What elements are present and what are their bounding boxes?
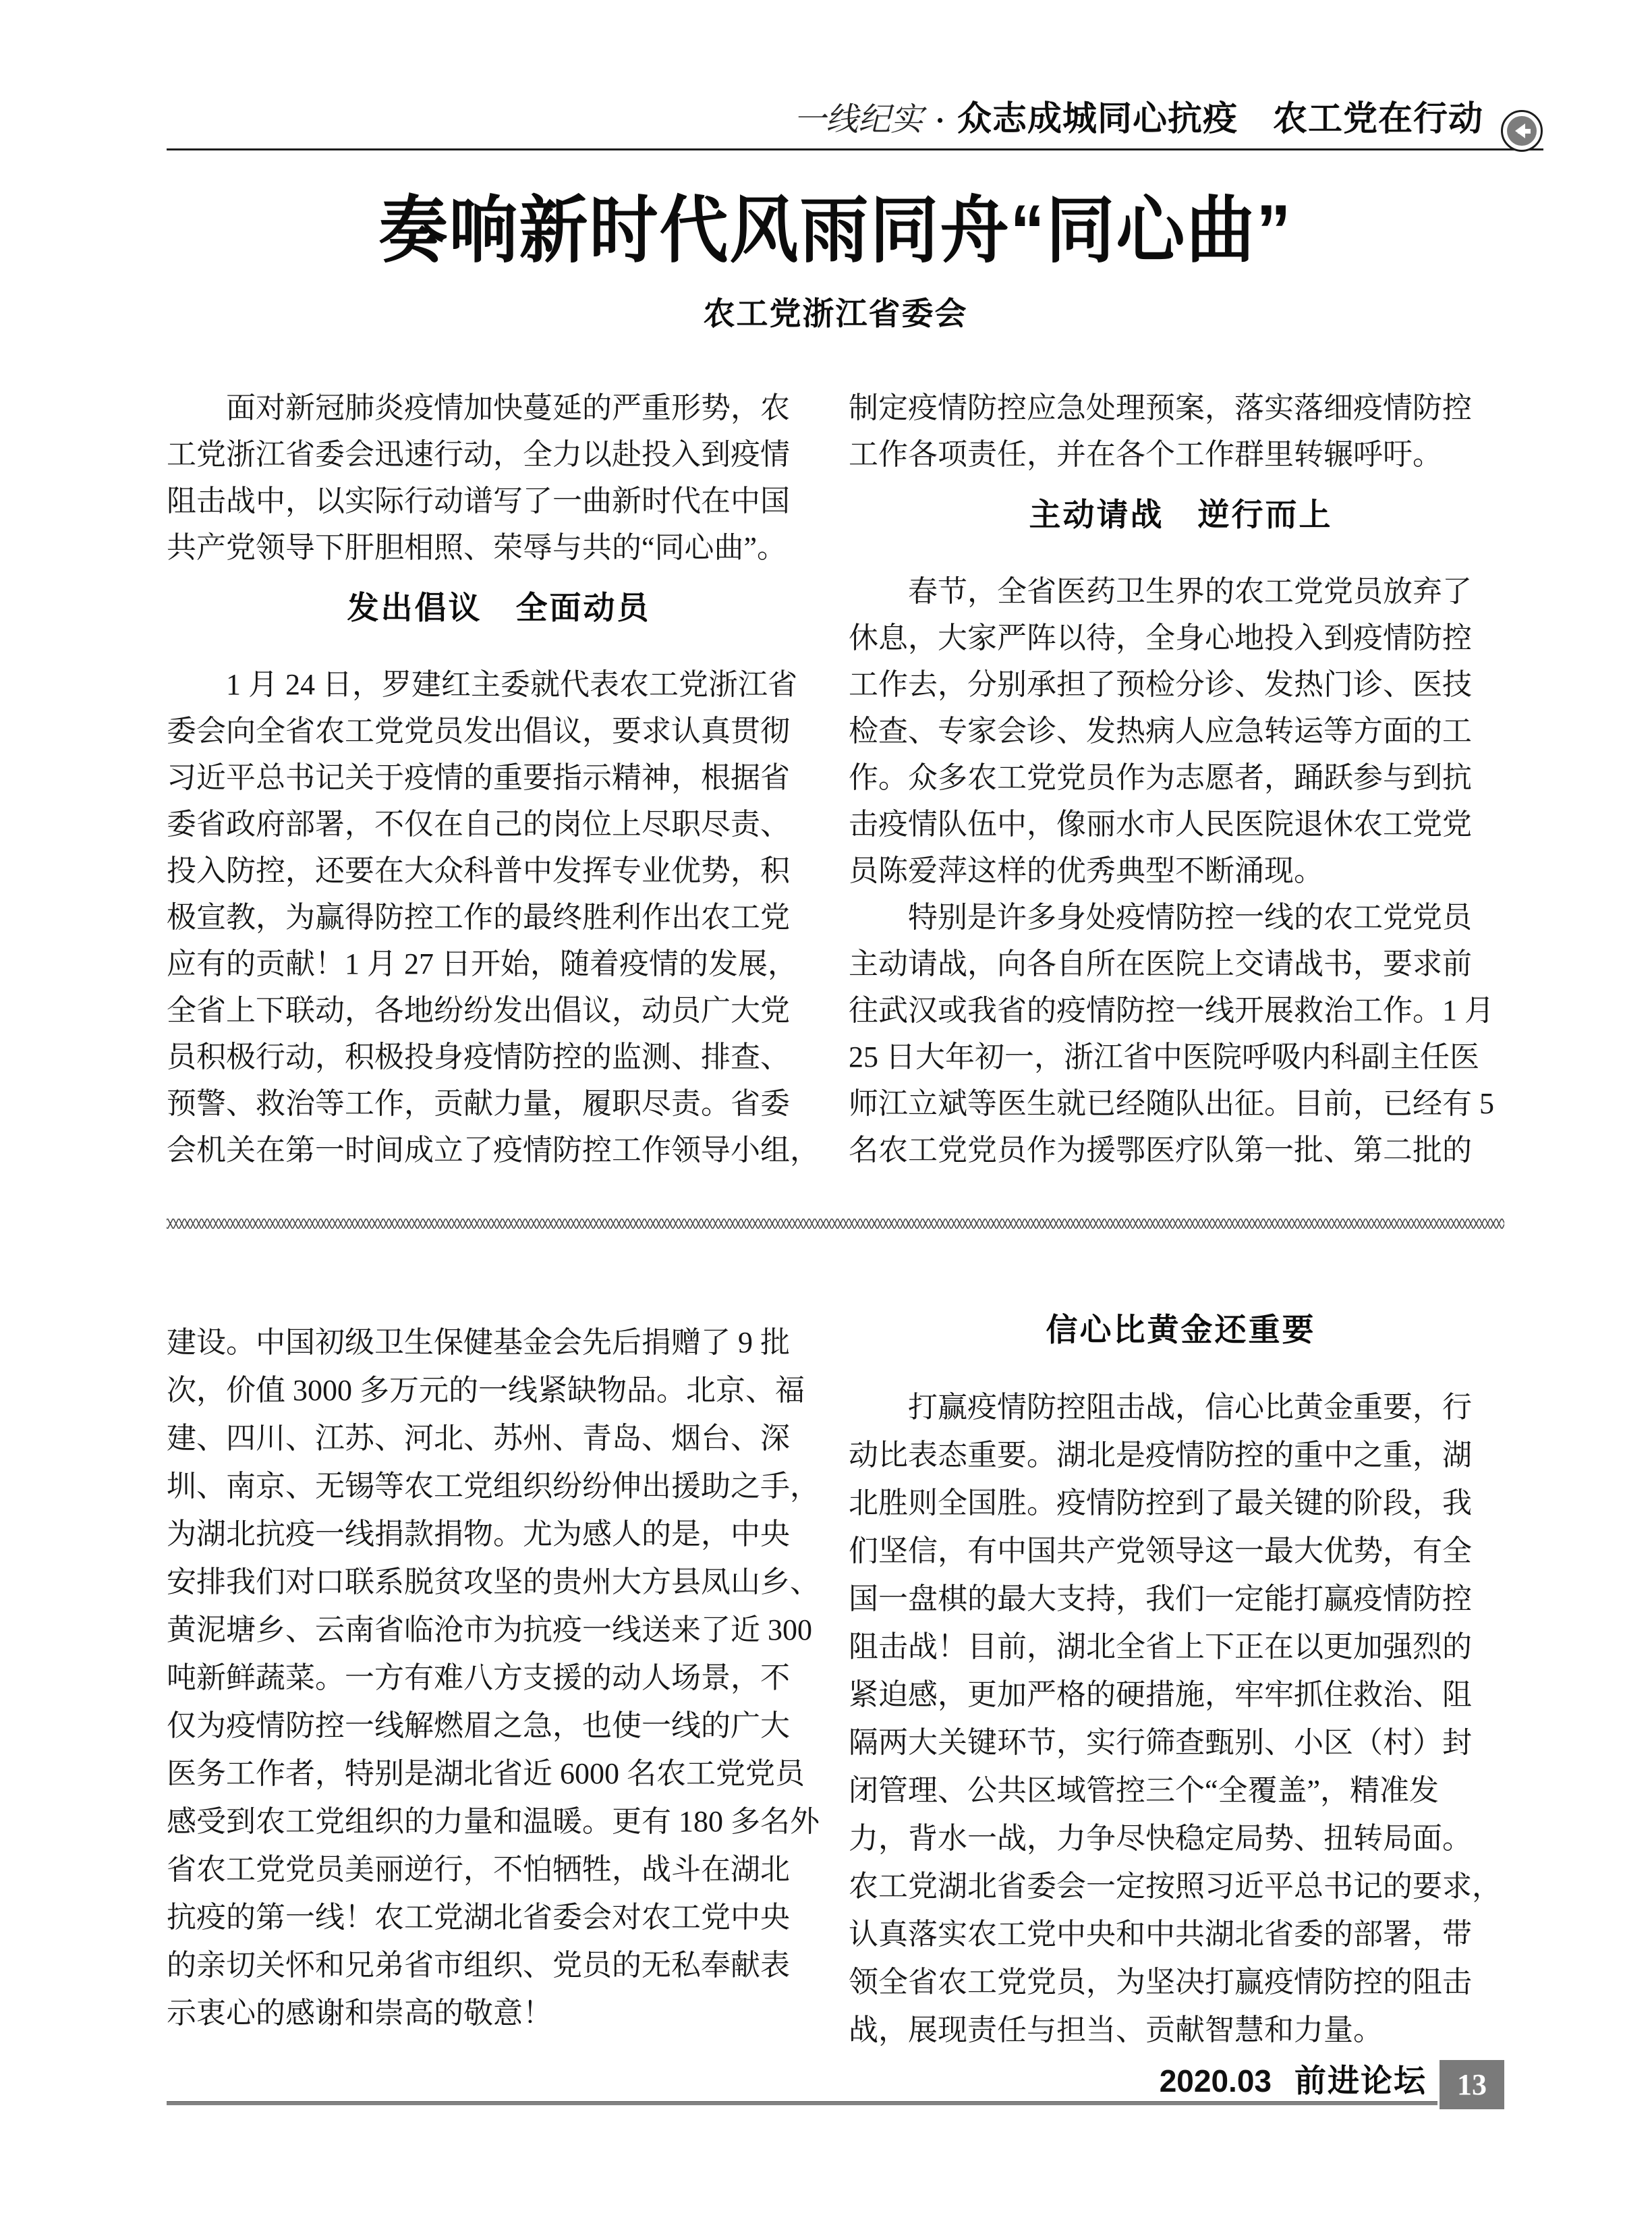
text-line: 建设。中国初级卫生保健基金会先后捐赠了 9 批 <box>167 1326 790 1359</box>
text-line: 休息，大家严阵以待，全身心地投入到疫情防控 <box>849 621 1472 655</box>
text-line: 员积极行动，积极投身疫情防控的监测、排查、 <box>167 1040 790 1074</box>
text-line: 感受到农工党组织的力量和温暖。更有 180 多名外 <box>167 1805 820 1838</box>
text-line: 习近平总书记关于疫情的重要指示精神，根据省 <box>167 761 790 794</box>
text-line: 往武汉或我省的疫情防控一线开展救治工作。1 月 <box>849 994 1494 1027</box>
text-line: 为湖北抗疫一线捐款捐物。尤为感人的是，中央 <box>167 1518 790 1551</box>
column-lower-left <box>167 1318 831 2037</box>
page-number: 13 <box>1440 2060 1504 2109</box>
column-lower-right <box>849 1293 1513 2054</box>
text-line: 投入防控，还要在大众科普中发挥专业优势，积 <box>167 854 790 887</box>
text-line: 认真落实农工党中央和中共湖北省委的部署，带 <box>849 1918 1472 1951</box>
text-line: 农工党湖北省委会一定按照习近平总书记的要求， <box>849 1870 1502 1903</box>
arrow-circle <box>1507 116 1537 146</box>
left-arrow-icon <box>1518 129 1531 134</box>
text-line: 主动请战，向各自所在医院上交请战书，要求前 <box>849 947 1472 980</box>
separator-dot: · <box>935 104 945 137</box>
text-line: 委会向全省农工党党员发出倡议，要求认真贯彻 <box>167 715 790 748</box>
footer-rule <box>167 2101 1437 2105</box>
text-line: 安排我们对口联系脱贫攻坚的贵州大方县凤山乡、 <box>167 1565 820 1598</box>
text-line: 圳、南京、无锡等农工党组织纷纷伸出援助之手， <box>167 1470 820 1503</box>
column-upper-left <box>167 385 831 1173</box>
section-title: 众志成城同心抗疫 农工党在行动 <box>957 99 1483 138</box>
text-line: 闭管理、公共区域管控三个“全覆盖”，精准发 <box>849 1774 1440 1807</box>
column-name: 一线纪实 <box>793 102 923 138</box>
header-strip <box>793 94 1483 143</box>
text-line: 预警、救治等工作，贡献力量，履职尽责。省委 <box>167 1087 790 1120</box>
text-line: 击疫情队伍中，像丽水市人民医院退休农工党党 <box>849 808 1472 841</box>
text-line: 面对新冠肺炎疫情加快蔓延的严重形势，农 <box>167 391 790 424</box>
text-line: 紧迫感，更加严格的硬措施，牢牢抓住救治、阻 <box>849 1678 1472 1711</box>
text-line: 抗疫的第一线！农工党湖北省委会对农工党中央 <box>167 1901 790 1934</box>
text-line: 会机关在第一时间成立了疫情防控工作领导小组， <box>167 1134 820 1167</box>
text-line: 工党浙江省委会迅速行动，全力以赴投入到疫情 <box>167 438 790 471</box>
header-rule <box>167 148 1543 150</box>
text-line: 医务工作者，特别是湖北省近 6000 名农工党党员 <box>167 1757 805 1790</box>
text-line: 25 日大年初一，浙江省中医院呼吸内科副主任医 <box>849 1040 1479 1074</box>
text-line: 的亲切关怀和兄弟省市组织、党员的无私奉献表 <box>167 1949 790 1982</box>
text-line: 动比表态重要。湖北是疫情防控的重中之重，湖 <box>849 1439 1472 1472</box>
issue-date: 2020.03 <box>1159 2063 1272 2098</box>
text-line: 阻击战！目前，湖北全省上下正在以更加强烈的 <box>849 1630 1472 1663</box>
text-line: 制定疫情防控应急处理预案，落实落细疫情防控 <box>849 391 1472 424</box>
text-line: 国一盘棋的最大支持，我们一定能打赢疫情防控 <box>849 1582 1472 1615</box>
text-line: 师江立斌等医生就已经随队出征。目前，已经有 5 <box>849 1087 1494 1120</box>
text-line: 次，价值 3000 多万元的一线紧缺物品。北京、福 <box>167 1374 805 1407</box>
journal-name: 前进论坛 <box>1294 2063 1427 2098</box>
column-heading: 主动请战 逆行而上 <box>1029 498 1333 533</box>
text-line: 领全省农工党党员，为坚决打赢疫情防控的阻击 <box>849 1966 1472 1999</box>
footer-meta <box>1160 2061 1427 2101</box>
text-line: 战，展现责任与担当、贡献智慧和力量。 <box>849 2013 1383 2047</box>
text-line: 共产党领导下肝胆相照、荣辱与共的“同心曲”。 <box>167 531 787 564</box>
text-line: 员陈爱萍这样的优秀典型不断涌现。 <box>849 854 1323 887</box>
text-line: 春节，全省医药卫生界的农工党党员放弃了 <box>849 575 1472 608</box>
text-line: 们坚信，有中国共产党领导这一最大优势，有全 <box>849 1534 1472 1567</box>
text-line: 力，背水一战，力争尽快稳定局势、扭转局面。 <box>849 1822 1472 1855</box>
text-line: 名农工党党员作为援鄂医疗队第一批、第二批的 <box>849 1134 1472 1167</box>
text-line: 1 月 24 日，罗建红主委就代表农工党浙江省 <box>167 668 797 701</box>
section-divider <box>167 1219 1504 1229</box>
text-line: 阻击战中，以实际行动谱写了一曲新时代在中国 <box>167 484 790 518</box>
article-byline: 农工党浙江省委会 <box>703 296 968 331</box>
text-line: 示衷心的感谢和崇高的敬意！ <box>167 1997 552 2030</box>
text-line: 省农工党党员美丽逆行，不怕牺牲，战斗在湖北 <box>167 1853 790 1886</box>
text-line: 工作去，分别承担了预检分诊、发热门诊、医技 <box>849 668 1472 701</box>
text-line: 隔两大关键环节，实行筛查甄别、小区（村）封 <box>849 1726 1472 1759</box>
text-line: 黄泥塘乡、云南省临沧市为抗疫一线送来了近 300 <box>167 1613 812 1646</box>
text-line: 吨新鲜蔬菜。一方有难八方支援的动人场景，不 <box>167 1661 790 1694</box>
text-line: 工作各项责任，并在各个工作群里转辗呼吁。 <box>849 438 1442 471</box>
text-line: 委省政府部署，不仅在自己的岗位上尽职尽责、 <box>167 808 790 841</box>
text-line: 打赢疫情防控阻击战，信心比黄金重要，行 <box>849 1391 1472 1424</box>
text-line: 仅为疫情防控一线解燃眉之急，也使一线的广大 <box>167 1709 790 1742</box>
column-upper-right <box>849 385 1513 1173</box>
text-line: 特别是许多身处疫情防控一线的农工党党员 <box>849 901 1472 934</box>
text-line: 极宣教，为赢得防控工作的最终胜利作出农工党 <box>167 901 790 934</box>
text-line: 检查、专家会诊、发热病人应急转运等方面的工 <box>849 715 1472 748</box>
column-heading: 信心比黄金还重要 <box>1046 1313 1316 1348</box>
text-line: 北胜则全国胜。疫情防控到了最关键的阶段，我 <box>849 1486 1472 1520</box>
text-line: 建、四川、江苏、河北、苏州、青岛、烟台、深 <box>167 1422 790 1455</box>
article-title: 奏响新时代风雨同舟“同心曲” <box>378 190 1292 272</box>
text-line: 全省上下联动，各地纷纷发出倡议，动员广大党 <box>167 994 790 1027</box>
text-line: 作。众多农工党党员作为志愿者，踊跃参与到抗 <box>849 761 1472 794</box>
circled-left-arrow-icon <box>1501 110 1543 152</box>
text-line: 应有的贡献！1 月 27 日开始，随着疫情的发展， <box>167 947 797 980</box>
column-heading: 发出倡议 全面动员 <box>347 591 651 626</box>
